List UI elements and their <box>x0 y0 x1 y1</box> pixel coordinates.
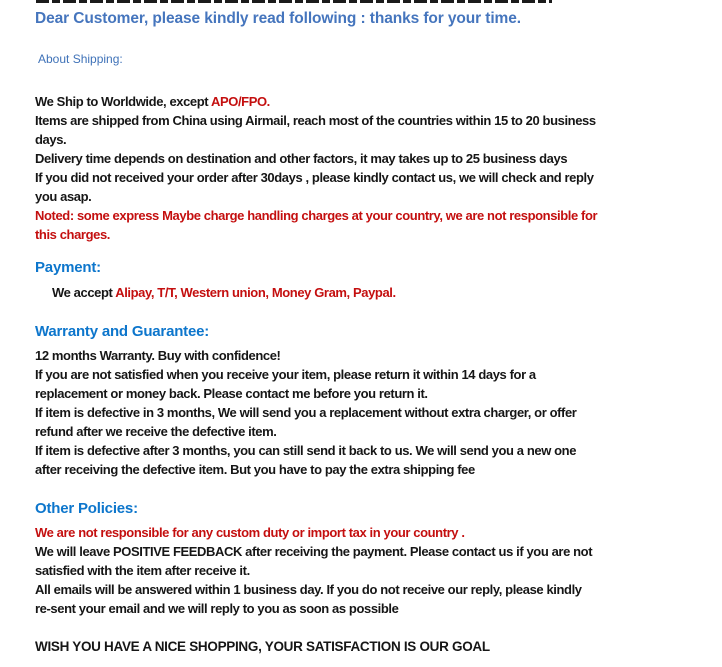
text-segment: this charges. <box>35 227 110 242</box>
text-segment: satisfied with the item after receive it. <box>35 563 250 578</box>
text-segment: you asap. <box>35 189 92 204</box>
text-segment: APO/FPO. <box>210 94 270 109</box>
text-segment: If you are not satisfied when you receive your item, please return it within 14 days for a <box>35 367 536 382</box>
text-segment: refund after we receive the defective item. <box>35 424 277 439</box>
text-segment: We accept <box>52 285 116 300</box>
text-segment: Items are shipped from China using Airmail, reach most of the countries within 15 to 20 business <box>35 113 596 128</box>
text-line <box>35 561 702 580</box>
payment-heading: Payment: <box>35 259 101 276</box>
text-segment: All emails will be answered within 1 business day. If you do not receive our reply, please kindly <box>35 582 582 597</box>
text-line <box>35 187 702 206</box>
warranty-heading: Warranty and Guarantee: <box>35 323 210 340</box>
section-other_policies <box>35 499 702 618</box>
text-line <box>35 599 702 618</box>
text-line <box>35 206 702 225</box>
section-warranty <box>35 322 702 479</box>
text-line <box>35 365 702 384</box>
text-line <box>35 523 702 542</box>
closing-line: WISH YOU HAVE A NICE SHOPPING, YOUR SATISFACTION IS OUR GOAL <box>35 639 490 654</box>
text-segment: Noted: some express Maybe charge handling charges at your country, we are not responsible for <box>35 208 598 223</box>
payment-paragraph <box>35 283 702 302</box>
section-shipping <box>35 92 702 244</box>
text-line <box>35 346 702 365</box>
other_policies-paragraph <box>35 523 702 618</box>
text-segment: 12 months Warranty. Buy with confidence! <box>35 348 281 363</box>
text-line <box>35 92 702 111</box>
text-line <box>35 111 702 130</box>
text-segment: re-sent your email and we will reply to you as soon as possible <box>35 601 399 616</box>
shipping-paragraph <box>35 92 702 244</box>
text-line <box>35 460 702 479</box>
text-line <box>35 130 702 149</box>
text-segment: days. <box>35 132 67 147</box>
text-line <box>35 403 702 422</box>
text-segment: We are not responsible for any custom duty or import tax in your country . <box>35 525 465 540</box>
text-segment: Alipay, T/T, Western union, Money Gram, Paypal. <box>115 285 396 300</box>
section-payment <box>35 258 702 302</box>
text-segment: We will leave POSITIVE FEEDBACK after receiving the payment. Please contact us if you are not <box>35 544 593 559</box>
text-line <box>35 542 702 561</box>
text-line <box>35 580 702 599</box>
text-line <box>35 441 702 460</box>
text-segment: If item is defective in 3 months, We will send you a replacement without extra charger, or offer <box>35 405 577 420</box>
warranty-paragraph <box>35 346 702 479</box>
text-segment: If item is defective after 3 months, you can still send it back to us. We will send you a new one <box>35 443 577 458</box>
text-segment: Delivery time depends on destination and other factors, it may takes up to 25 business days <box>35 151 568 166</box>
text-line <box>35 168 702 187</box>
text-segment: We Ship to Worldwide, except <box>35 94 211 109</box>
sections <box>35 92 702 618</box>
about-shipping-subheading: About Shipping: <box>38 52 123 66</box>
text-segment: If you did not received your order after 30days , please kindly contact us, we will check and reply <box>35 170 594 185</box>
text-line <box>35 225 702 244</box>
other_policies-heading: Other Policies: <box>35 500 138 517</box>
text-segment: replacement or money back. Please contact me before you return it. <box>35 386 428 401</box>
text-line <box>35 149 702 168</box>
page-title: Dear Customer, please kindly read following : thanks for your time. <box>35 10 521 27</box>
text-line <box>35 422 702 441</box>
text-line <box>35 384 702 403</box>
text-segment: after receiving the defective item. But you have to pay the extra shipping fee <box>35 462 475 477</box>
text-line <box>35 283 702 302</box>
